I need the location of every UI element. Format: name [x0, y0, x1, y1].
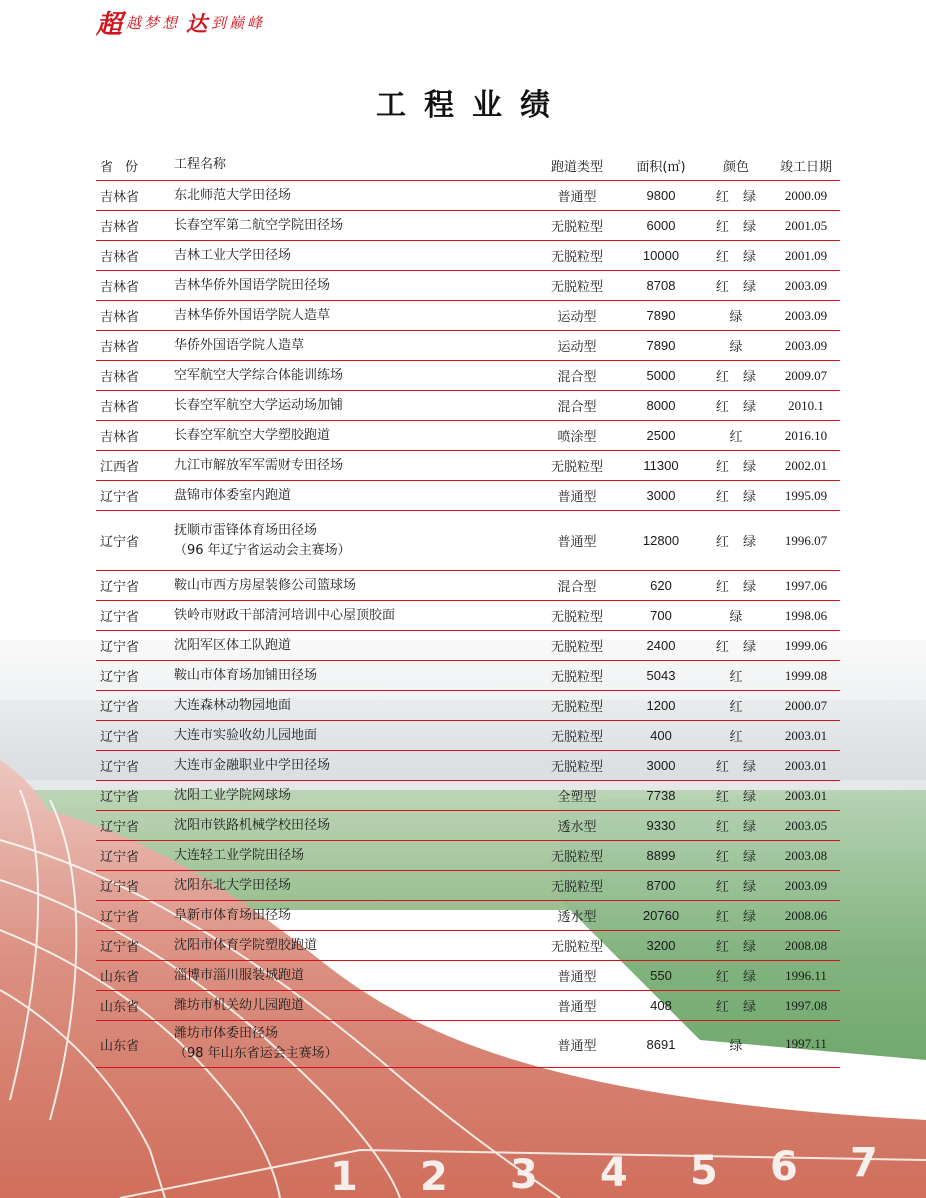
cell-color: 红 绿 — [715, 370, 757, 385]
cell-type: 无脱粒型 — [550, 640, 603, 655]
cell-area: 7890 — [646, 338, 676, 353]
table-row — [96, 691, 840, 721]
cell-color: 红 — [729, 670, 743, 685]
cell-name — [174, 696, 532, 716]
cell-area: 3200 — [646, 938, 676, 953]
cell-name — [174, 186, 532, 206]
cell-date: 2001.05 — [784, 217, 828, 233]
cell-color: 红 绿 — [715, 850, 757, 865]
cell-area: 1200 — [646, 698, 676, 713]
cell-type: 混合型 — [557, 400, 597, 415]
cell-type: 普通型 — [557, 535, 597, 550]
cell-name — [174, 576, 532, 596]
cell-name-line: 沈阳市体育学院塑胶跑道 — [174, 937, 318, 953]
cell-area: 408 — [650, 998, 672, 1013]
cell-name — [174, 666, 532, 686]
cell-color: 红 绿 — [715, 820, 757, 835]
cell-province: 辽宁省 — [100, 760, 140, 775]
cell-color: 红 绿 — [715, 970, 757, 985]
cell-color: 红 绿 — [715, 940, 757, 955]
cell-color: 绿 — [729, 310, 743, 325]
cell-name-line: 吉林华侨外国语学院人造草 — [174, 307, 331, 323]
cell-color: 绿 — [729, 340, 743, 355]
cell-type: 无脱粒型 — [550, 670, 603, 685]
cell-name — [174, 816, 532, 836]
cell-province: 辽宁省 — [100, 910, 140, 925]
cell-date: 1999.06 — [784, 637, 828, 653]
cell-province: 吉林省 — [100, 430, 140, 445]
cell-date: 1997.06 — [784, 577, 828, 593]
cell-area: 3000 — [646, 488, 676, 503]
cell-province: 辽宁省 — [100, 820, 140, 835]
cell-area: 20760 — [642, 908, 680, 923]
cell-name-line: 沈阳工业学院网球场 — [174, 787, 292, 803]
cell-name — [174, 906, 532, 926]
cell-name — [174, 456, 532, 476]
table-row — [96, 781, 840, 811]
table-row — [96, 421, 840, 451]
cell-name — [174, 786, 532, 806]
cell-province: 吉林省 — [100, 190, 140, 205]
table-row — [96, 571, 840, 601]
table-row — [96, 721, 840, 751]
cell-name-line: 东北师范大学田径场 — [174, 187, 292, 203]
cell-date: 1997.08 — [784, 997, 828, 1013]
cell-date: 1999.08 — [784, 667, 828, 683]
cell-area: 8899 — [646, 848, 676, 863]
cell-color: 红 绿 — [715, 250, 757, 265]
cell-area: 2500 — [646, 428, 676, 443]
col-header-color: 颜色 — [722, 159, 749, 175]
cell-type: 无脱粒型 — [550, 250, 603, 265]
cell-name-line: 华侨外国语学院人造草 — [174, 337, 305, 353]
cell-type: 无脱粒型 — [550, 850, 603, 865]
slogan-text-1: 越梦想 — [126, 14, 181, 32]
cell-area: 400 — [650, 728, 672, 743]
table-row — [96, 811, 840, 841]
cell-color: 红 — [729, 430, 743, 445]
cell-date: 2016.10 — [784, 427, 828, 443]
cell-name — [174, 726, 532, 746]
cell-name-line: 鞍山市体育场加铺田径场 — [174, 667, 318, 683]
cell-type: 无脱粒型 — [550, 880, 603, 895]
cell-name-line: 大连市实验收幼儿园地面 — [174, 727, 318, 743]
cell-name-line: 长春空军航空大学塑胶跑道 — [174, 427, 331, 443]
cell-date: 2003.09 — [784, 877, 828, 893]
table-row — [96, 301, 840, 331]
cell-name — [174, 876, 532, 896]
cell-area: 8000 — [646, 398, 676, 413]
cell-color: 红 绿 — [715, 1000, 757, 1015]
cell-name-line: 沈阳市铁路机械学校田径场 — [174, 817, 331, 833]
cell-type: 混合型 — [557, 370, 597, 385]
cell-area: 6000 — [646, 218, 676, 233]
cell-area: 620 — [650, 578, 672, 593]
cell-province: 辽宁省 — [100, 790, 140, 805]
table-row — [96, 331, 840, 361]
cell-name — [174, 216, 532, 236]
slogan-char-2: 达 — [186, 10, 208, 36]
cell-province: 辽宁省 — [100, 700, 140, 715]
slogan-char-1: 超 — [96, 10, 123, 40]
page-title: 工程业绩 — [376, 88, 568, 123]
cell-date: 2003.01 — [784, 727, 828, 743]
table-row — [96, 661, 840, 691]
cell-type: 无脱粒型 — [550, 700, 603, 715]
cell-name — [174, 606, 532, 626]
cell-name-line: 大连市金融职业中学田径场 — [174, 757, 331, 773]
cell-province: 辽宁省 — [100, 610, 140, 625]
table-row — [96, 631, 840, 661]
table-row — [96, 361, 840, 391]
table-row — [96, 451, 840, 481]
cell-type: 无脱粒型 — [550, 220, 603, 235]
cell-province: 辽宁省 — [100, 850, 140, 865]
slogan-text-2: 到巅峰 — [211, 14, 266, 32]
cell-province: 吉林省 — [100, 370, 140, 385]
cell-date: 1996.11 — [785, 967, 827, 983]
cell-color: 红 绿 — [715, 190, 757, 205]
cell-area: 10000 — [642, 248, 680, 263]
table-row — [96, 751, 840, 781]
cell-date: 2000.09 — [784, 187, 828, 203]
cell-type: 无脱粒型 — [550, 460, 603, 475]
cell-name — [174, 396, 532, 416]
table-body — [96, 181, 840, 1068]
cell-color: 红 绿 — [715, 790, 757, 805]
cell-date: 2010.1 — [788, 397, 824, 413]
cell-name-line: 抚顺市雷锋体育场田径场 — [174, 522, 318, 538]
cell-area: 9330 — [646, 818, 676, 833]
cell-area: 12800 — [642, 533, 680, 548]
cell-province: 山东省 — [100, 1000, 140, 1015]
cell-date: 2003.08 — [784, 847, 828, 863]
cell-type: 无脱粒型 — [550, 940, 603, 955]
cell-name — [174, 936, 532, 956]
cell-area: 5043 — [646, 668, 676, 683]
table-header — [96, 150, 840, 181]
cell-date: 2003.01 — [784, 757, 828, 773]
cell-province: 吉林省 — [100, 400, 140, 415]
cell-type: 喷涂型 — [557, 430, 597, 445]
cell-province: 辽宁省 — [100, 535, 140, 550]
cell-area: 5000 — [646, 368, 676, 383]
cell-province: 吉林省 — [100, 340, 140, 355]
cell-type: 普通型 — [557, 490, 597, 505]
cell-name-line: 长春空军第二航空学院田径场 — [174, 217, 344, 233]
table-row — [96, 871, 840, 901]
cell-area: 7890 — [646, 308, 676, 323]
cell-area: 2400 — [646, 638, 676, 653]
cell-type: 普通型 — [557, 1000, 597, 1015]
table-row — [96, 901, 840, 931]
cell-name-line: 鞍山市西方房屋装修公司篮球场 — [174, 577, 357, 593]
col-header-province: 省份 — [100, 159, 151, 175]
cell-color: 绿 — [729, 610, 743, 625]
table-row — [96, 601, 840, 631]
cell-name — [174, 996, 532, 1016]
cell-province: 山东省 — [100, 1038, 140, 1054]
cell-name — [174, 246, 532, 266]
cell-color: 红 绿 — [715, 460, 757, 475]
cell-date: 2002.01 — [784, 457, 828, 473]
cell-name — [174, 426, 532, 446]
cell-name — [174, 306, 532, 326]
cell-province: 辽宁省 — [100, 640, 140, 655]
cell-area: 11300 — [643, 458, 679, 473]
col-header-area: 面积(㎡) — [636, 159, 686, 175]
cell-date: 2001.09 — [784, 247, 828, 263]
cell-name — [174, 521, 532, 561]
cell-color: 红 绿 — [715, 400, 757, 415]
company-slogan — [96, 4, 265, 40]
cell-name — [174, 486, 532, 506]
cell-type: 透水型 — [557, 820, 597, 835]
cell-name-line: 沈阳军区体工队跑道 — [174, 637, 292, 653]
table-row — [96, 181, 840, 211]
cell-name — [174, 966, 532, 986]
cell-province: 山东省 — [100, 970, 140, 985]
cell-type: 混合型 — [557, 580, 597, 595]
cell-type: 运动型 — [557, 340, 597, 355]
projects-table — [96, 150, 840, 1068]
cell-name-line: 淄博市淄川服装城跑道 — [174, 967, 305, 983]
table-row — [96, 931, 840, 961]
col-header-name: 工程名称 — [174, 157, 227, 172]
cell-color: 红 绿 — [715, 490, 757, 505]
cell-date: 2008.06 — [784, 907, 828, 923]
cell-date: 2003.09 — [784, 337, 828, 353]
table-row — [96, 841, 840, 871]
cell-province: 辽宁省 — [100, 670, 140, 685]
cell-name-line: 沈阳东北大学田径场 — [174, 877, 292, 893]
cell-date: 1997.11 — [785, 1036, 827, 1051]
cell-type: 全塑型 — [557, 790, 597, 805]
cell-date: 2003.01 — [784, 787, 828, 803]
cell-name-line: 九江市解放军军需财专田径场 — [174, 457, 344, 473]
cell-province: 辽宁省 — [100, 580, 140, 595]
cell-area: 3000 — [646, 758, 676, 773]
cell-color: 红 绿 — [715, 535, 757, 550]
cell-color: 红 — [729, 730, 743, 745]
cell-name-line: 吉林工业大学田径场 — [174, 247, 292, 263]
cell-type: 无脱粒型 — [550, 610, 603, 625]
cell-name-line: 吉林华侨外国语学院田径场 — [174, 277, 331, 293]
cell-type: 普通型 — [557, 1038, 597, 1054]
cell-date: 2003.09 — [784, 277, 828, 293]
cell-province: 吉林省 — [100, 280, 140, 295]
cell-name-line: （98 年山东省运会主赛场） — [174, 1046, 338, 1061]
cell-type: 透水型 — [557, 910, 597, 925]
cell-color: 红 绿 — [715, 280, 757, 295]
cell-date: 2009.07 — [784, 367, 828, 383]
col-header-type: 跑道类型 — [550, 159, 603, 175]
cell-province: 辽宁省 — [100, 490, 140, 505]
cell-date: 2000.07 — [784, 697, 828, 713]
cell-province: 吉林省 — [100, 310, 140, 325]
table-row — [96, 241, 840, 271]
cell-date: 2003.05 — [784, 817, 828, 833]
cell-name — [174, 276, 532, 296]
cell-area: 9800 — [646, 188, 676, 203]
cell-area: 8691 — [646, 1036, 676, 1052]
cell-color: 绿 — [729, 1038, 743, 1054]
table-row — [96, 961, 840, 991]
cell-name — [174, 636, 532, 656]
cell-type: 无脱粒型 — [550, 730, 603, 745]
table-row — [96, 391, 840, 421]
table-row — [96, 511, 840, 571]
cell-province: 吉林省 — [100, 250, 140, 265]
cell-type: 运动型 — [557, 310, 597, 325]
cell-date: 1998.06 — [784, 607, 828, 623]
cell-type: 无脱粒型 — [550, 280, 603, 295]
cell-color: 红 绿 — [715, 910, 757, 925]
cell-area: 550 — [650, 968, 672, 983]
cell-date: 1996.07 — [784, 532, 828, 548]
cell-province: 江西省 — [100, 460, 140, 475]
cell-province: 吉林省 — [100, 220, 140, 235]
cell-type: 无脱粒型 — [550, 760, 603, 775]
table-row — [96, 481, 840, 511]
table-row — [96, 991, 840, 1021]
cell-name-line: 空军航空大学综合体能训练场 — [174, 367, 344, 383]
cell-color: 红 绿 — [715, 580, 757, 595]
cell-color: 红 — [729, 700, 743, 715]
cell-type: 普通型 — [557, 970, 597, 985]
cell-name-line: 长春空军航空大学运动场加铺 — [174, 397, 344, 413]
cell-province: 辽宁省 — [100, 730, 140, 745]
cell-color: 红 绿 — [715, 220, 757, 235]
cell-name-line: 大连森林动物园地面 — [174, 697, 292, 713]
cell-name — [174, 366, 532, 386]
cell-date: 2008.08 — [784, 937, 828, 953]
cell-area: 700 — [650, 608, 672, 623]
cell-name — [174, 756, 532, 776]
cell-name-line: 潍坊市机关幼儿园跑道 — [174, 997, 305, 1013]
cell-name — [174, 336, 532, 356]
cell-province: 辽宁省 — [100, 880, 140, 895]
cell-area: 8700 — [646, 878, 676, 893]
cell-date: 1995.09 — [784, 487, 828, 503]
cell-name — [174, 1024, 532, 1064]
table-row — [96, 1021, 840, 1068]
cell-date: 2003.09 — [784, 307, 828, 323]
col-header-date: 竣工日期 — [779, 159, 832, 175]
cell-color: 红 绿 — [715, 760, 757, 775]
table-row — [96, 271, 840, 301]
cell-name-line: 盘锦市体委室内跑道 — [174, 487, 292, 503]
cell-area: 8708 — [646, 278, 676, 293]
cell-name-line: 铁岭市财政干部清河培训中心屋顶胶面 — [174, 607, 396, 623]
cell-name — [174, 846, 532, 866]
cell-province: 辽宁省 — [100, 940, 140, 955]
table-row — [96, 211, 840, 241]
cell-area: 7738 — [646, 788, 676, 803]
cell-name-line: 潍坊市体委田径场 — [174, 1026, 279, 1041]
cell-name-line: 阜新市体育场田径场 — [174, 907, 292, 923]
cell-name-line: 大连轻工业学院田径场 — [174, 847, 305, 863]
cell-name-line: （96 年辽宁省运动会主赛场） — [174, 542, 351, 558]
cell-color: 红 绿 — [715, 640, 757, 655]
cell-type: 普通型 — [557, 190, 597, 205]
cell-color: 红 绿 — [715, 880, 757, 895]
